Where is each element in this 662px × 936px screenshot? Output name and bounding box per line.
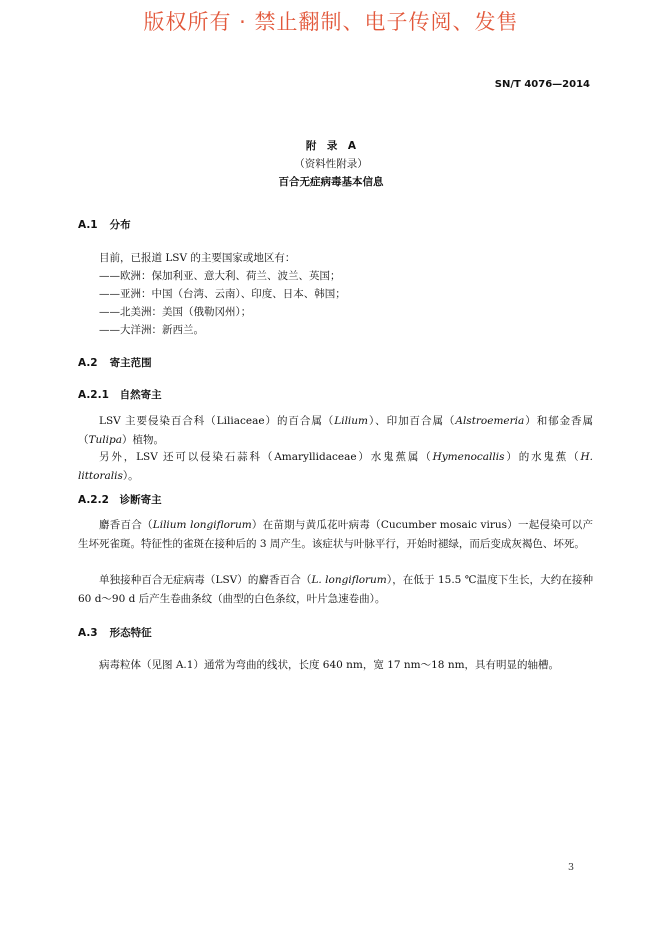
list-item: ——北美洲：美国（俄勒冈州）； — [99, 306, 252, 318]
heading-number: A.2.2 — [78, 494, 109, 506]
a21-paragraph-2: 另外，LSV 还可以侵染石蒜科（Amaryllidaceae）水鬼蕉属（Hymenocallis）的水鬼蕉（H. littoralis）。 — [78, 451, 593, 482]
heading-number: A.1 — [78, 219, 98, 231]
heading-title: 分布 — [109, 219, 131, 231]
heading-title: 寄主范围 — [109, 357, 152, 369]
heading-title: 诊断寄主 — [119, 494, 162, 506]
appendix-subtitle: 百合无症病毒基本信息 — [278, 176, 384, 188]
heading-number: A.2 — [78, 357, 98, 369]
list-item: ——大洋洲：新西兰。 — [99, 324, 204, 336]
appendix-title: 附 录 A — [305, 140, 357, 152]
list-item: ——欧洲：保加利亚、意大利、荷兰、波兰、英国； — [99, 270, 341, 282]
page-number: 3 — [567, 862, 574, 873]
heading-number: A.3 — [78, 627, 98, 639]
a22-paragraph-2: 单独接种百合无症病毒（LSV）的麝香百合（L. longiflorum），在低于 15.5 ℃温度下生长，大约在接种 60 d～90 d 后产生卷曲条纹（曲型的白色条纹，叶片急速卷曲）。 — [78, 574, 593, 605]
heading-a3 — [78, 625, 152, 640]
a21-paragraph-1: LSV 主要侵染百合科（Liliaceae）的百合属（Lilium）、印加百合属（Alstroemeria）和郁金香属（Tulipa）植物。 — [78, 415, 594, 446]
standard-number: SN/T 4076—2014 — [494, 79, 590, 90]
heading-title: 形态特征 — [109, 627, 152, 639]
heading-title: 自然寄主 — [119, 389, 162, 401]
a3-paragraph-1: 病毒粒体（见图 A.1）通常为弯曲的线状，长度 640 nm，宽 17 nm～18 nm，具有明显的轴槽。 — [99, 659, 560, 671]
heading-a1 — [78, 217, 131, 232]
watermark-text: 版权所有 · 禁止翻制、电子传阅、发售 — [143, 10, 519, 34]
heading-a2 — [78, 355, 152, 370]
heading-a22 — [78, 492, 162, 507]
heading-number: A.2.1 — [78, 389, 109, 401]
a1-intro: 目前，已报道 LSV 的主要国家或地区有： — [99, 252, 296, 264]
a22-paragraph-1: 麝香百合（Lilium longiflorum）在苗期与黄瓜花叶病毒（Cucumber mosaic virus）一起侵染可以产生坏死雀斑。特征性的雀斑在接种后的 3 周产生。该症状与叶脉平行，开始时褪绿，而后变成灰褐色、坏死。 — [78, 519, 593, 550]
heading-a21 — [78, 387, 162, 402]
list-item: ——亚洲：中国（台湾、云南）、印度、日本、韩国； — [99, 288, 346, 300]
appendix-nature: （资料性附录） — [294, 158, 368, 170]
